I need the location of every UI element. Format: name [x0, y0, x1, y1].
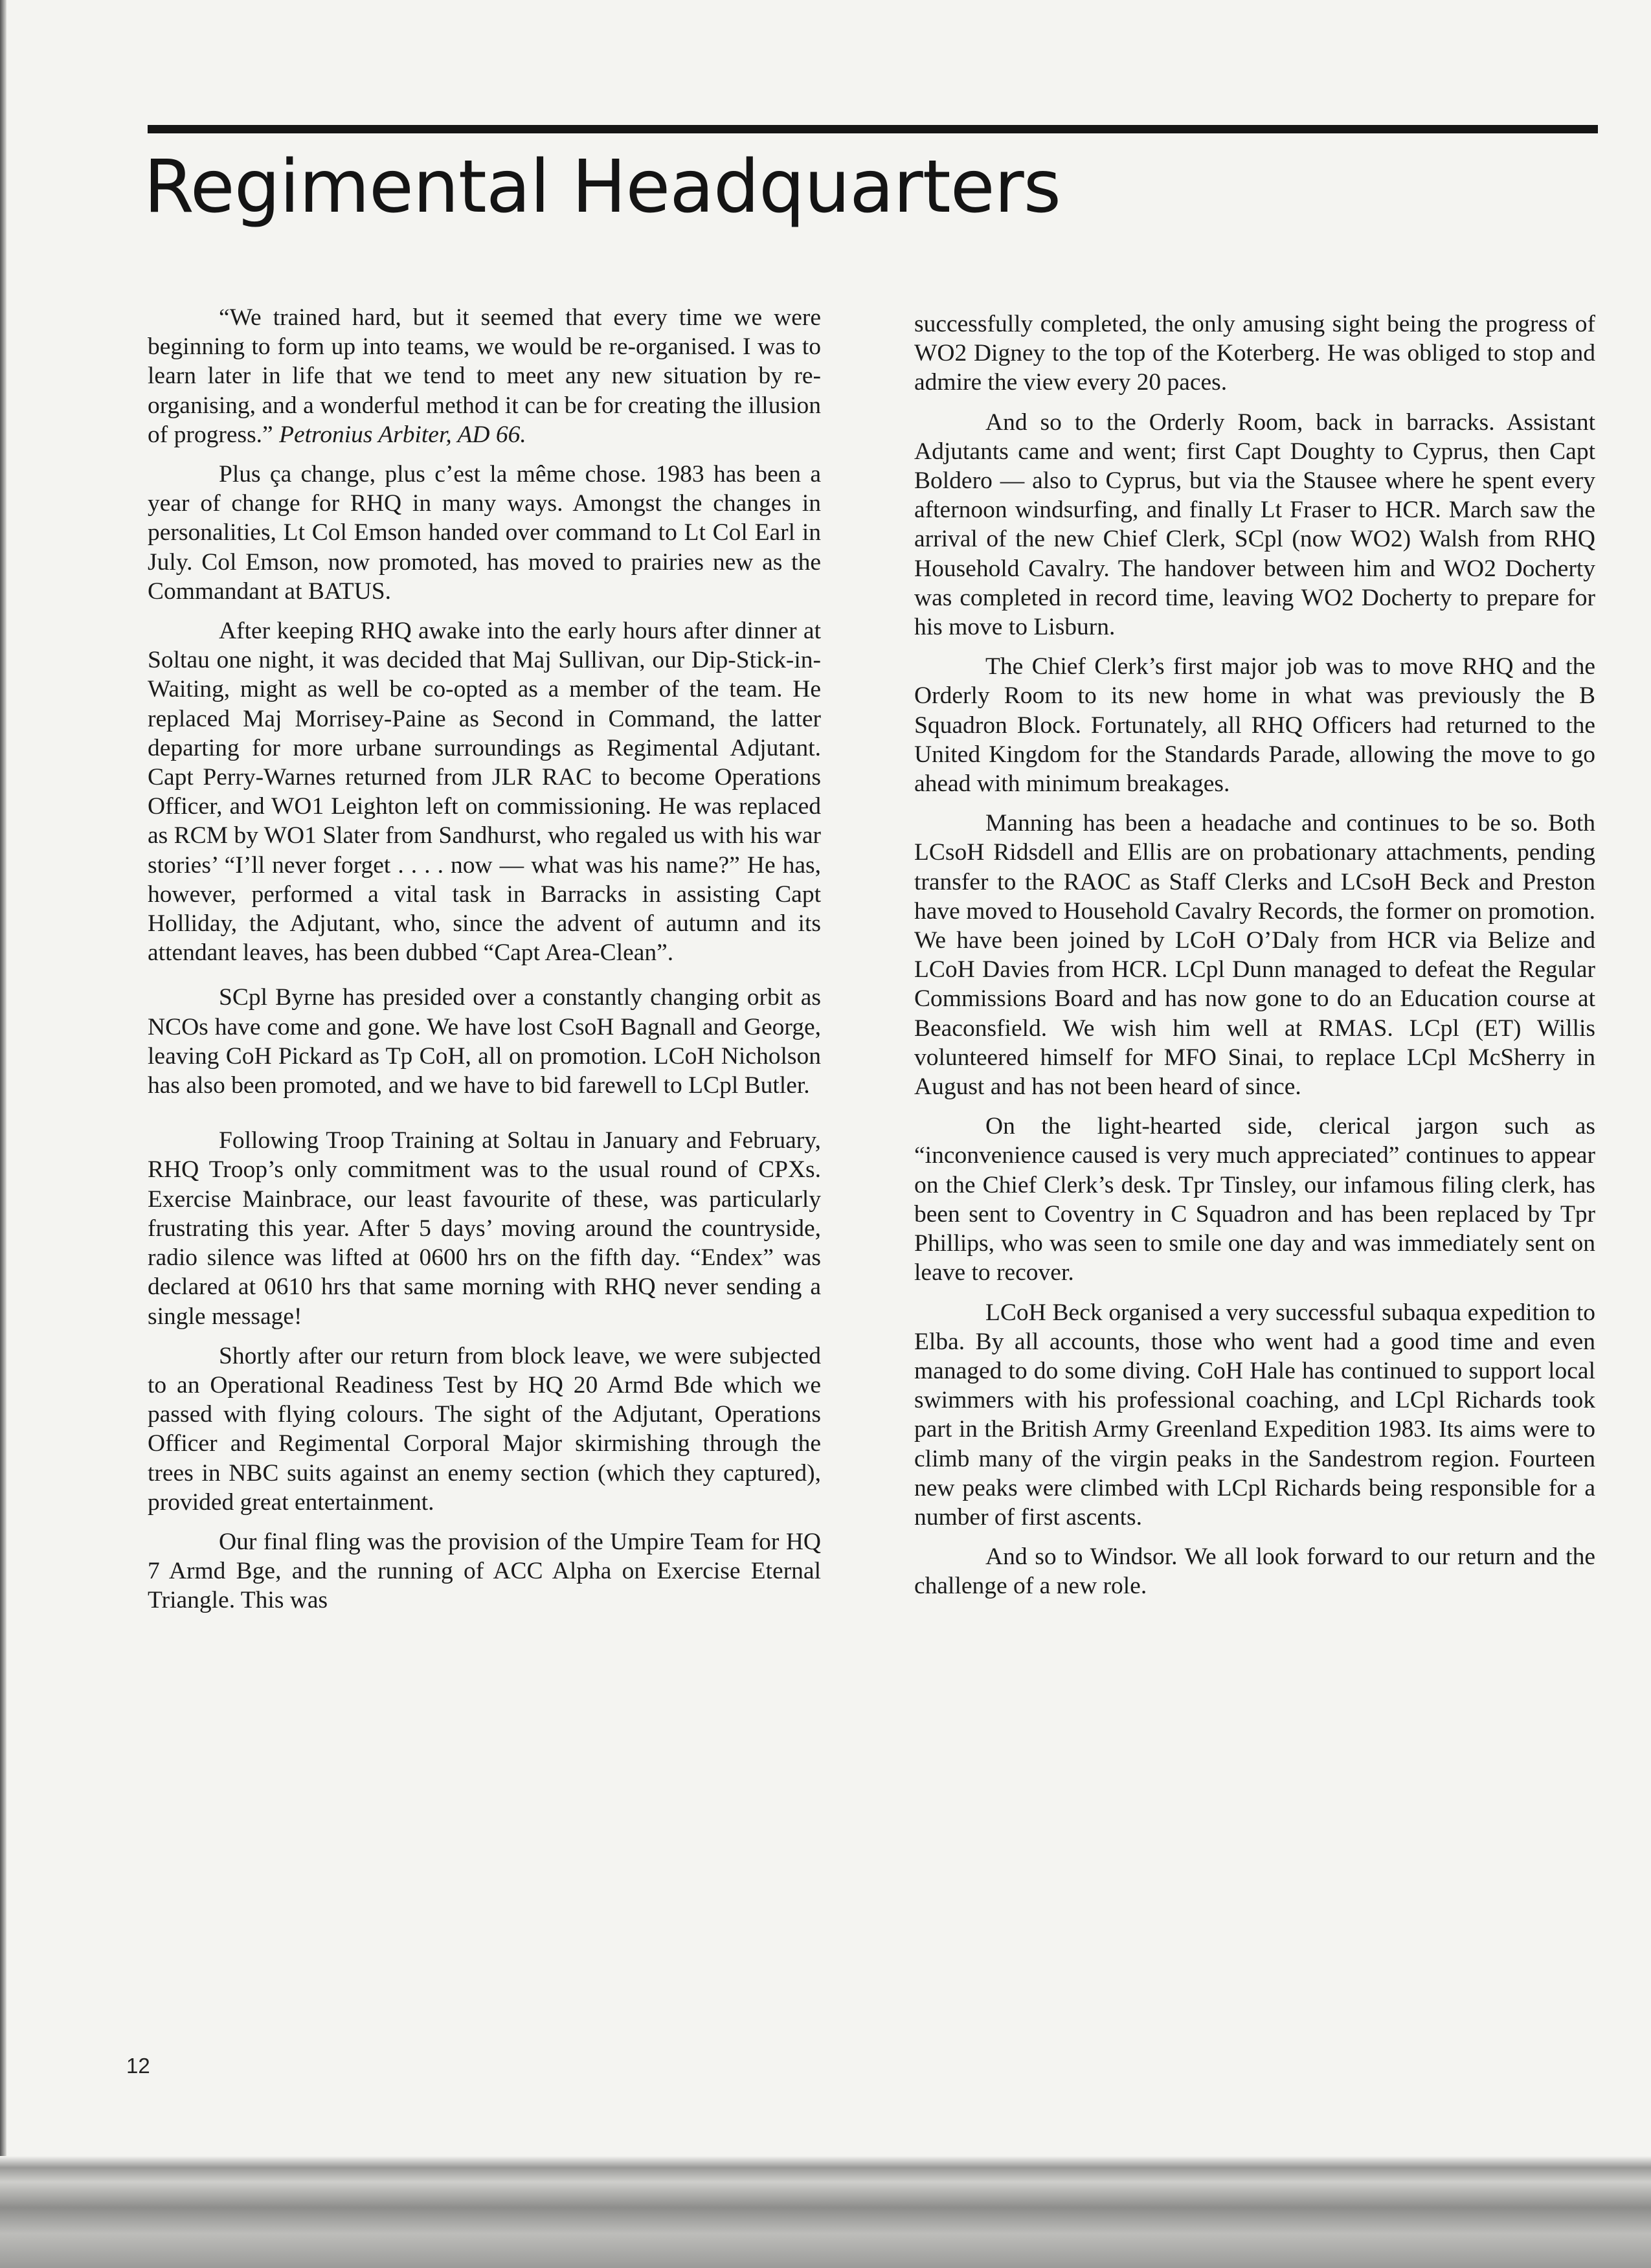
paragraph-windsor: And so to Windsor. We all look forward to our return and the challenge of a new role.	[914, 1544, 1595, 1600]
opening-quote: “We trained hard, but it seemed that every time we were beginning to form up into teams, we would be re-organised. I was to learn later in life that we tend to meet any new situation by re-organising, and a wonderful method it can be for creating the illusion of progress.”	[148, 304, 821, 448]
opening-quote-paragraph	[148, 303, 821, 449]
scan-edge-left	[0, 0, 6, 2268]
paragraph-chief-clerk: The Chief Clerk’s first major job was to move RHQ and the Orderly Room to its new home in what was previously the B Squadron Block. Fortunately, all RHQ Officers had returned to the United Kingdom for the Standards Parade, allowing the move to go ahead with minimum breakages.	[914, 653, 1595, 798]
paragraph-light-hearted: On the light-hearted side, clerical jargon such as “inconvenience caused is very much appreciated” continues to appear on the Chief Clerk’s desk. Tpr Tinsley, our infamous filing clerk, has been sent to Coventry in C Squadron and has been replaced by Tpr Phillips, who was seen to smile one day and was immediately sent on leave to recover.	[914, 1113, 1595, 1286]
page-number: 12	[126, 2054, 150, 2078]
header-rule	[148, 125, 1598, 133]
right-column	[914, 309, 1595, 1611]
paragraph-troop-training: Following Troop Training at Soltau in January and February, RHQ Troop’s only commitment was to the usual round of CPXs. Exercise Mainbrace, our least favourite of these, was particularly frustrating this year. After 5 days’ moving around the countryside, radio silence was lifted at 0600 hrs on the fifth day. “Endex” was declared at 0610 hrs that same morning with RHQ never sending a single message!	[148, 1127, 821, 1330]
paragraph-ncos: SCpl Byrne has presided over a constantly changing orbit as NCOs have come and gone. We have lost CsoH Bagnall and George, leaving CoH Pickard as Tp CoH, all on promotion. LCoH Nicholson has also been promoted, and we have to bid farewell to LCpl Butler.	[148, 984, 821, 1099]
paragraph-readiness-test: Shortly after our return from block leave, we were subjected to an Operational Readiness Test by HQ 20 Armd Bde which we passed with flying colours. The sight of the Adjutant, Operations Officer and Regimental Corporal Major skirmishing through the trees in NBC suits against an enemy section (which they captured), provided great entertainment.	[148, 1342, 821, 1516]
paragraph-final-fling: Our final fling was the provision of the Umpire Team for HQ 7 Armd Bge, and the running of ACC Alpha on Exercise Eternal Triangle. This was	[148, 1528, 821, 1614]
paragraph-continuation: successfully completed, the only amusing sight being the progress of WO2 Digney to the top of the Koterberg. He was obliged to stop and admire the view every 20 paces.	[914, 311, 1595, 396]
paragraph-personnel: After keeping RHQ awake into the early hours after dinner at Soltau one night, it was decided that Maj Sullivan, our Dip-Stick-in-Waiting, might as well be co-opted as a member of the team. He replaced Maj Morrisey-Paine as Second in Command, the latter departing for more urbane surroundings as Regimental Adjutant. Capt Perry-Warnes returned from JLR RAC to become Operations Officer, and WO1 Leighton left on commissioning. He was replaced as RCM by WO1 Slater from Sandhurst, who regaled us with his war stories’ “I’ll never forget . . . . now — what was his name?” He has, however, performed a vital task in Barracks in assisting Capt Holliday, the Adjutant, who, since the advent of autumn and its attendant leaves, has been dubbed “Capt Area-Clean”.	[148, 618, 821, 967]
paragraph-orderly-room: And so to the Orderly Room, back in barracks. Assistant Adjutants came and went; first Capt Doughty to Cyprus, then Capt Boldero — also to Cyprus, but via the Stausee where he spent every afternoon windsurfing, and finally Lt Fraser to HCR. March saw the arrival of the new Chief Clerk, SCpl (now WO2) Walsh from RHQ Household Cavalry. The handover between him and WO2 Docherty was completed in record time, leaving WO2 Docherty to prepare for his move to Lisburn.	[914, 409, 1595, 641]
page-title: Regimental Headquarters	[144, 145, 1061, 229]
quote-attribution: Petronius Arbiter, AD 66.	[279, 421, 526, 448]
paragraph-manning: Manning has been a headache and continues to be so. Both LCsoH Ridsdell and Ellis are on probationary attachments, pending transfer to the RAOC as Staff Clerks and LCsoH Beck and Preston have moved to Household Cavalry Records, the former on promotion. We have been joined by LCoH O’Daly from HCR via Belize and LCoH Davies from HCR. LCpl Dunn managed to defeat the Regular Commissions Board and has now gone to do an Education course at Beaconsfield. We wish him well at RMAS. LCpl (ET) Willis volunteered himself for MFO Sinai, to replace LCpl McSherry in August and has not been heard of since.	[914, 810, 1595, 1101]
scan-edge-bottom	[0, 2156, 1651, 2268]
left-column	[148, 303, 821, 1626]
paragraph-expeditions: LCoH Beck organised a very successful subaqua expedition to Elba. By all accounts, those who went had a good time and even managed to do some diving. CoH Hale has continued to support local swimmers with his professional coaching, and LCpl Richards took part in the British Army Greenland Expedition 1983. Its aims were to climb many of the virgin peaks in the Sandestrom region. Fourteen new peaks were climbed with LCpl Richards being responsible for a number of first ascents.	[914, 1299, 1595, 1531]
paragraph-change: Plus ça change, plus c’est la même chose. 1983 has been a year of change for RHQ in many ways. Amongst the changes in personalities, Lt Col Emson handed over command to Lt Col Earl in July. Col Emson, now promoted, has moved to prairies new as the Commandant at BATUS.	[148, 461, 821, 605]
